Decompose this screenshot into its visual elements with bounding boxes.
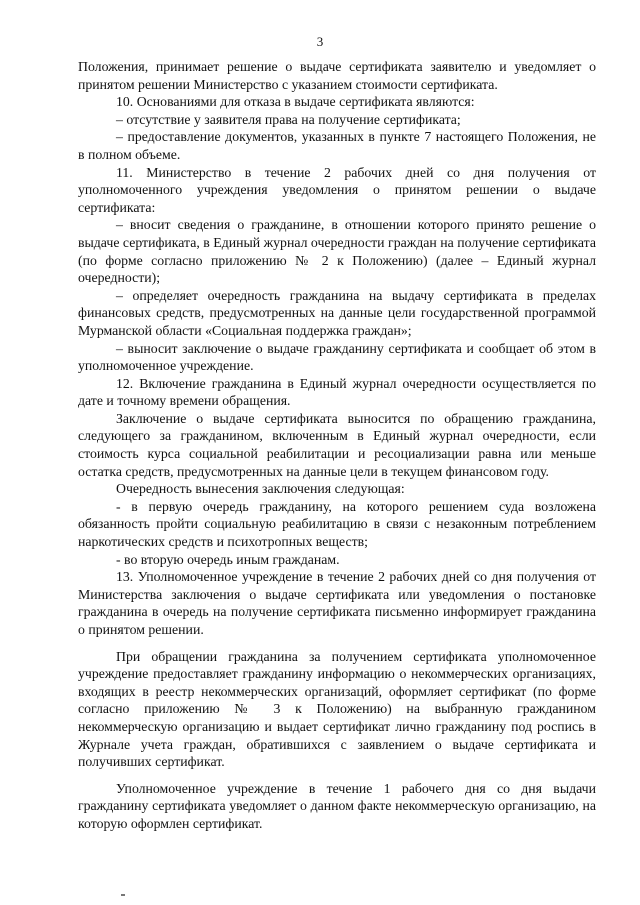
paragraph: Уполномоченное учреждение в течение 1 рабочего дня со дня выдачи гражданину сертификата уведомляет о данном факте некоммерческую организацию, на которую оформлен сертификат.: [78, 780, 596, 831]
paragraph: Заключение о выдаче сертификата выносится по обращению гражданина, следующего за гражданином, включенным в Единый журнал очередности, если стоимость курса социальной реабилитации и ресоциализации равна или меньше остатка средств, предусмотренных на данные цели в текущем финансовом году.: [78, 410, 596, 479]
paragraph: Положения, принимает решение о выдаче сертификата заявителю и уведомляет о принятом решении Министерство с указанием стоимости сертификата.: [78, 59, 596, 92]
paragraph: 13. Уполномоченное учреждение в течение 2 рабочих дней со дня получения от Министерства заключения о выдаче сертификата или уведомления о постановке гражданина в очередь на получение сертификата письменно информирует гражданина о принятом решении.: [78, 569, 596, 637]
paragraph: – вносит сведения о гражданине, в отношении которого принято решение о выдаче сертификата, в Единый журнал очередности граждан на получение сертификата (по форме согласно приложению № 2 к Положению) (далее – Единый журнал очередности);: [78, 217, 596, 286]
paragraph: – предоставление документов, указанных в пункте 7 настоящего Положения, не в полном объеме.: [78, 129, 596, 162]
scan-artifact: [121, 894, 125, 896]
paragraph: – выносит заключение о выдаче гражданину сертификата и сообщает об этом в уполномоченное учреждение.: [78, 340, 596, 374]
page-number: 3: [316, 34, 324, 49]
paragraph: – определяет очередность гражданина на выдачу сертификата в пределах финансовых средств, предусмотренных на данные цели государственной программой Мурманской области «Социальная поддержка граждан»;: [78, 287, 596, 338]
paragraph: При обращении гражданина за получением сертификата уполномоченное учреждение предоставляет гражданину информацию о некоммерческих организациях, входящих в реестр некоммерческих организаций, оформляет сертификат (по форме согласно приложению № 3 к Положению) на выбранную гражданином некоммерческую организацию и выдает сертификат лично гражданину под роспись в Журнале учета граждан, обратившихся с заявлением о выдаче сертификата и получивших сертификат.: [78, 648, 596, 770]
paragraph: Очередность вынесения заключения следующая:: [116, 481, 405, 497]
document-body: [78, 58, 596, 833]
paragraph: - во вторую очередь иным гражданам.: [116, 551, 340, 567]
paragraph: – отсутствие у заявителя права на получение сертификата;: [116, 111, 461, 127]
paragraph: 12. Включение гражданина в Единый журнал очередности осуществляется по дате и точному времени обращения.: [78, 375, 596, 409]
paragraph: - в первую очередь гражданину, на которого решением суда возложена обязанность пройти социальную реабилитацию в связи с незаконным потреблением наркотических средств и психотропных веществ;: [78, 498, 596, 550]
paragraph: 11. Министерство в течение 2 рабочих дней со дня получения от уполномоченного учреждения уведомления о принятом решении о выдаче сертификата:: [78, 164, 596, 215]
paragraph: 10. Основаниями для отказа в выдаче сертификата являются:: [116, 94, 475, 110]
